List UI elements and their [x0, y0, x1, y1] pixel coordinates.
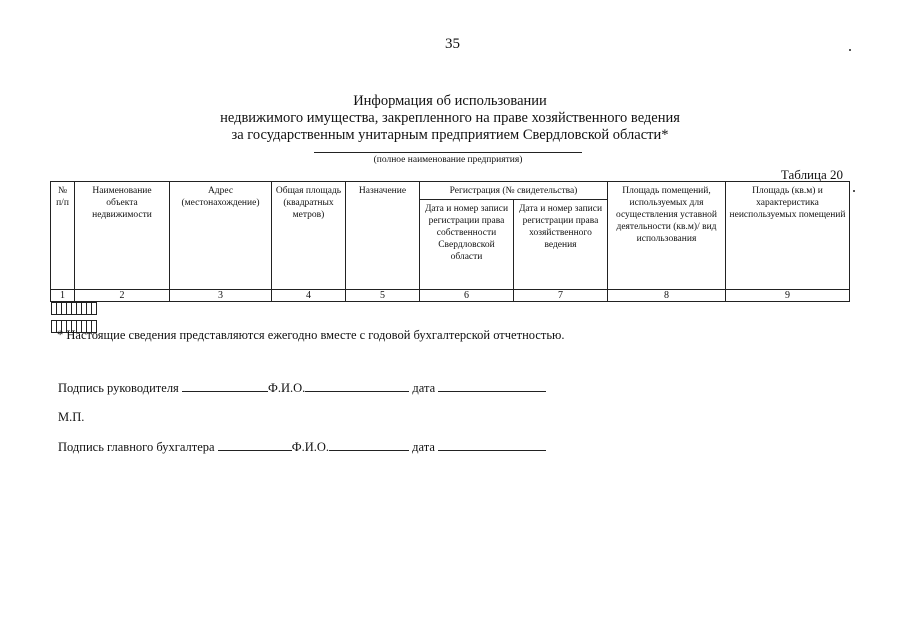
head-signature-row: [58, 379, 546, 396]
enterprise-name-line[interactable]: [314, 152, 582, 153]
header-name: Наименование объекта недвижимости: [75, 182, 170, 290]
header-registration: Регистрация (№ свидетельства): [420, 182, 608, 200]
accountant-signature-row: [58, 438, 546, 455]
column-number: 7: [514, 290, 608, 302]
stamp-label: М.П.: [58, 410, 85, 424]
enterprise-name-caption: (полное наименование предприятия): [373, 155, 523, 165]
header-num: № п/п: [51, 182, 75, 290]
table-label: Таблица 20: [780, 167, 843, 182]
scan-speck: [853, 190, 855, 192]
column-number: 6: [420, 290, 514, 302]
header-reg-economic: Дата и номер записи регистрации права хозяйственного ведения: [514, 200, 608, 290]
accountant-date-label: дата: [412, 440, 435, 454]
head-fio-field[interactable]: [305, 379, 409, 392]
header-area-unused: Площадь (кв.м) и характеристика неиспользуемых помещений: [726, 182, 850, 290]
property-table: [50, 181, 850, 338]
column-number: 1: [51, 290, 75, 302]
scan-speck: [849, 49, 851, 51]
accountant-signature-label: Подпись главного бухгалтера: [58, 440, 215, 454]
title-line-2: недвижимого имущества, закрепленного на праве хозяйственного ведения: [220, 110, 680, 126]
header-reg-ownership: Дата и номер записи регистрации права собственности Свердловской области: [420, 200, 514, 290]
footnote: * Настоящие сведения представляются ежегодно вместе с годовой бухгалтерской отчетностью.: [57, 328, 565, 342]
header-address: Адрес (местонахождение): [170, 182, 272, 290]
table-cell[interactable]: [91, 303, 96, 315]
header-area: Общая площадь (квадратных метров): [272, 182, 346, 290]
head-signature-field[interactable]: [182, 379, 268, 392]
page-number: 35: [445, 36, 460, 52]
column-number: 3: [170, 290, 272, 302]
header-purpose: Назначение: [346, 182, 420, 290]
column-number: 9: [726, 290, 850, 302]
head-date-field[interactable]: [438, 379, 546, 392]
accountant-fio-label: Ф.И.О.: [291, 440, 329, 454]
head-fio-label: Ф.И.О.: [267, 381, 306, 395]
title-line-1: Информация об использовании: [353, 93, 547, 109]
column-number: 5: [346, 290, 420, 302]
column-number: 4: [272, 290, 346, 302]
title-line-3: за государственным унитарным предприятием Свердловской области*: [231, 127, 669, 143]
accountant-fio-field[interactable]: [329, 438, 409, 451]
column-number: 2: [75, 290, 170, 302]
column-number: 8: [608, 290, 726, 302]
accountant-signature-field[interactable]: [218, 438, 292, 451]
accountant-date-field[interactable]: [438, 438, 546, 451]
header-area-used: Площадь помещений, используемых для осуществления уставной деятельности (кв.м)/ вид использования: [608, 182, 726, 290]
table-row: [51, 302, 97, 315]
head-date-label: дата: [412, 381, 436, 395]
head-signature-label: Подпись руководителя: [58, 381, 179, 395]
